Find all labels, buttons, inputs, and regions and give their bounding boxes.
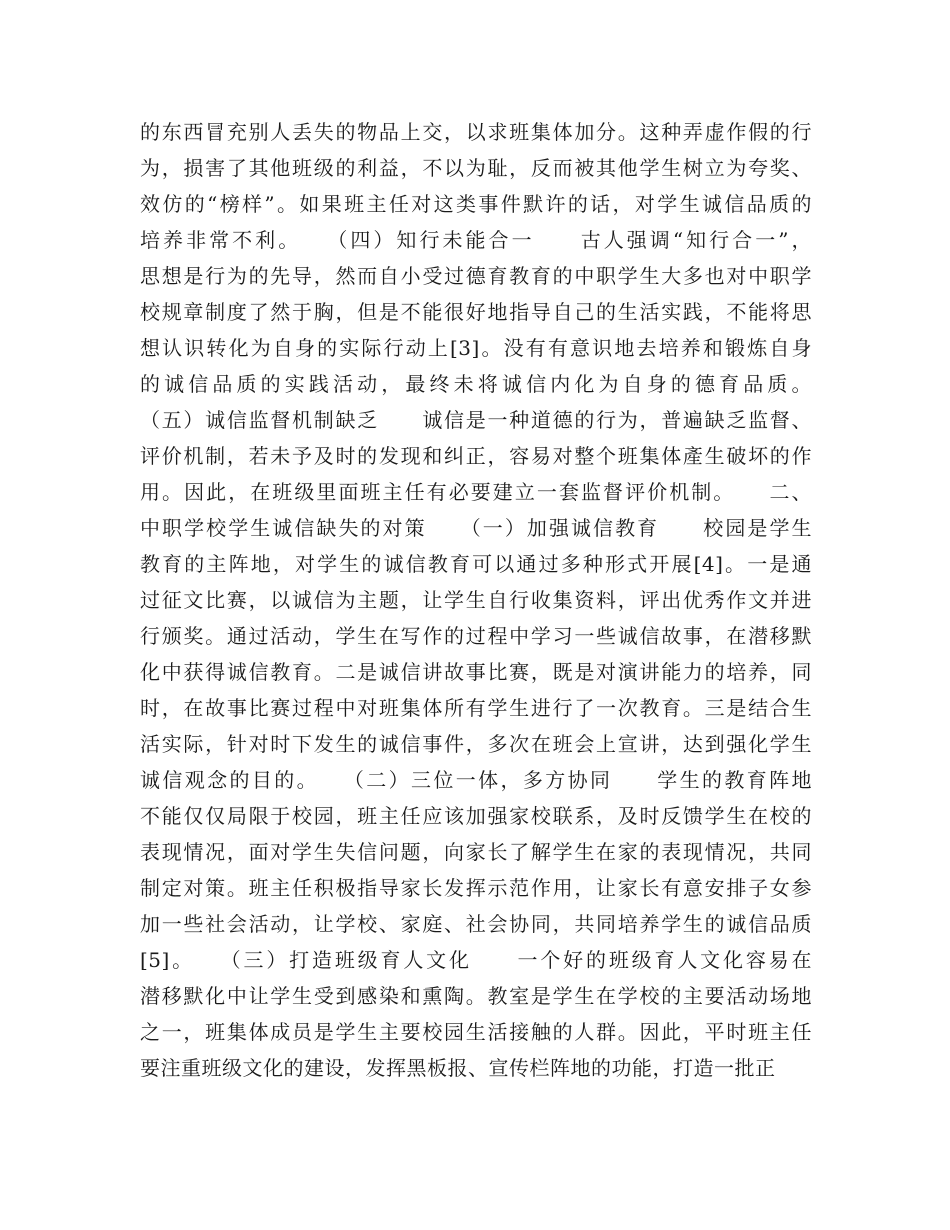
text-line: 用。因此，在班级里面班主任有必要建立一套监督评价机制。 二、: [140, 480, 812, 504]
text-line: 校规章制度了然于胸，但是不能很好地指导自己的生活实践，不能将思: [140, 300, 812, 324]
text-line: 不能仅仅局限于校园，班主任应该加强家校联系，及时反馈学生在校的: [140, 804, 812, 828]
text-line: 制定对策。班主任积极指导家长发挥示范作用，让家长有意安排子女参: [140, 876, 812, 900]
text-line: 培养非常不利。 （四）知行未能合一 古人强调“知行合一”，: [140, 228, 812, 252]
text-line: 加一些社会活动，让学校、家庭、社会协同，共同培养学生的诚信品质: [140, 912, 812, 936]
text-line: [5]。 （三）打造班级育人文化 一个好的班级育人文化容易在: [140, 948, 812, 972]
text-line: 行颁奖。通过活动，学生在写作的过程中学习一些诚信故事，在潜移默: [140, 624, 812, 648]
text-line: 思想是行为的先导，然而自小受过德育教育的中职学生大多也对中职学: [140, 264, 812, 288]
text-line: 诚信观念的目的。 （二）三位一体，多方协同 学生的教育阵地: [140, 768, 812, 792]
text-line: 教育的主阵地，对学生的诚信教育可以通过多种形式开展[4]。一是通: [140, 552, 812, 576]
text-line: 想认识转化为自身的实际行动上[3]。没有有意识地去培养和锻炼自身: [140, 336, 812, 360]
text-line: 为，损害了其他班级的利益，不以为耻，反而被其他学生树立为夸奖、: [140, 156, 812, 180]
text-line: 潜移默化中让学生受到感染和熏陶。教室是学生在学校的主要活动场地: [140, 984, 812, 1008]
text-line: 要注重班级文化的建设，发挥黑板报、宣传栏阵地的功能，打造一批正: [140, 1056, 776, 1080]
text-line: 评价机制，若未予及时的发现和纠正，容易对整个班集体產生破坏的作: [140, 444, 812, 468]
text-line: 效仿的“榜样”。如果班主任对这类事件默许的话，对学生诚信品质的: [140, 192, 812, 216]
body-text: [140, 114, 812, 1086]
text-line: 中职学校学生诚信缺失的对策 （一）加强诚信教育 校园是学生: [140, 516, 812, 540]
text-line: 时，在故事比赛过程中对班集体所有学生进行了一次教育。三是结合生: [140, 696, 812, 720]
text-line: 之一，班集体成员是学生主要校园生活接触的人群。因此，平时班主任: [140, 1020, 812, 1044]
text-line: （五）诚信监督机制缺乏 诚信是一种道德的行为，普遍缺乏监督、: [140, 408, 812, 432]
text-line: 的诚信品质的实践活动，最终未将诚信内化为自身的德育品质。: [140, 372, 812, 396]
text-line: 的东西冒充别人丢失的物品上交，以求班集体加分。这种弄虚作假的行: [140, 120, 812, 144]
text-line: 过征文比赛，以诚信为主题，让学生自行收集资料，评出优秀作文并进: [140, 588, 812, 612]
text-line: 表现情况，面对学生失信问题，向家长了解学生在家的表现情况，共同: [140, 840, 812, 864]
text-line: 活实际，针对时下发生的诚信事件，多次在班会上宣讲，达到强化学生: [140, 732, 812, 756]
text-line: 化中获得诚信教育。二是诚信讲故事比赛，既是对演讲能力的培养，同: [140, 660, 812, 684]
